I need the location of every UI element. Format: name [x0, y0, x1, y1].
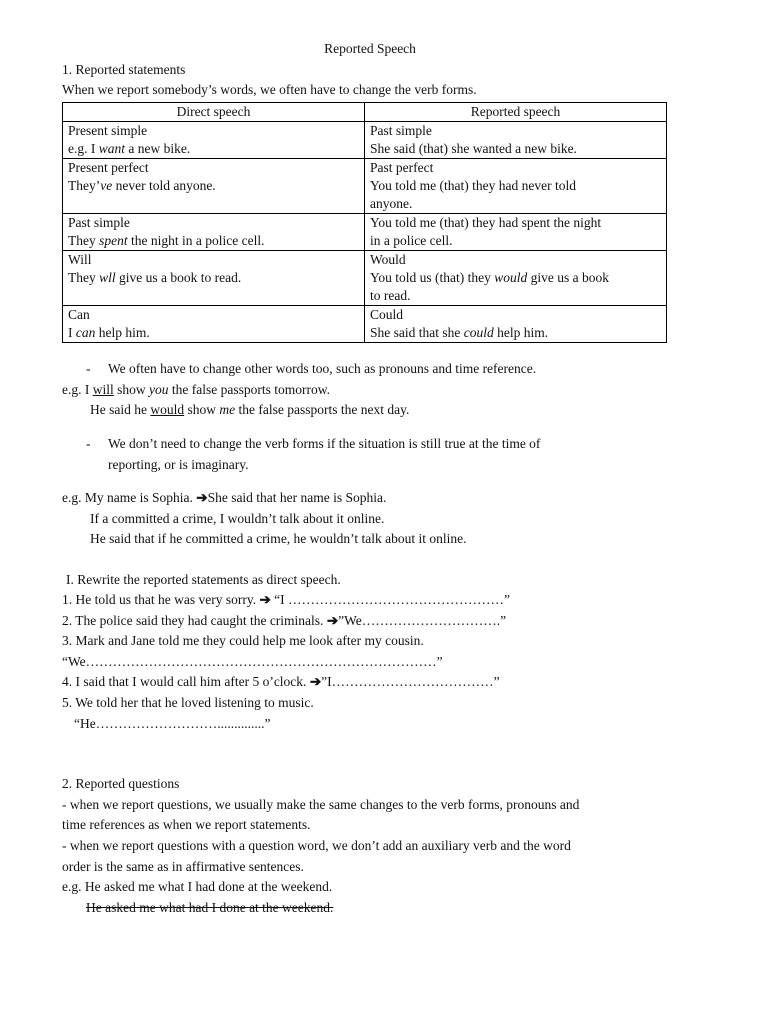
exercise-item-1	[62, 592, 510, 608]
bullet-dash: -	[86, 436, 91, 451]
emphasized-verb: could	[463, 325, 494, 340]
arrow-icon: ➔	[259, 592, 271, 607]
emphasized-verb: ve	[100, 178, 113, 193]
exercise-item-3-answer: “We……………………………………………………………………”	[62, 654, 443, 669]
example-text-cont: in a police cell.	[370, 233, 453, 248]
section2-example-incorrect: He asked me what had I done at the weekend.	[86, 900, 334, 915]
section2-line-2: time references as when we report statements.	[62, 817, 311, 832]
text: 1. He told us that he was very sorry.	[62, 592, 260, 607]
section2-line-3: - when we report questions with a question word, we don’t add an auxiliary verb and the word	[62, 838, 571, 853]
direct-cell	[63, 214, 365, 251]
example-text: They’ve never told anyone.	[68, 178, 216, 193]
example-text: e.g. I want a new bike.	[68, 141, 191, 156]
emphasized-verb: wll	[99, 270, 116, 285]
table-row	[63, 306, 667, 343]
text: show	[113, 382, 150, 397]
text: e.g. My name is Sophia.	[62, 490, 197, 505]
tense-label: Will	[68, 252, 92, 267]
example-text: She said that she could help him.	[370, 325, 549, 340]
table-row	[63, 159, 667, 214]
reported-cell	[365, 159, 667, 214]
tense-label: Past perfect	[370, 160, 434, 175]
reported-cell	[365, 251, 667, 306]
example-2-line-1	[62, 490, 386, 506]
underlined-word: would	[150, 402, 185, 417]
example-1-line-1	[62, 382, 330, 398]
bullet-point-2-line-2: reporting, or is imaginary.	[108, 457, 249, 472]
tense-label: Past simple	[370, 123, 432, 138]
example-text: They spent the night in a police cell.	[68, 233, 265, 248]
exercise-item-5: 5. We told her that he loved listening to music.	[62, 695, 314, 710]
table-header-row	[63, 103, 667, 122]
text: show	[184, 402, 220, 417]
section2-heading: 2. Reported questions	[62, 776, 180, 791]
tense-label: Past simple	[68, 215, 130, 230]
example-text-cont: anyone.	[370, 196, 413, 211]
exercise-heading: I. Rewrite the reported statements as direct speech.	[66, 572, 341, 587]
exercise-item-2	[62, 613, 506, 629]
example-text: They wll give us a book to read.	[68, 270, 242, 285]
answer-blank: ”I………………………………”	[321, 674, 500, 689]
bullet-point-2-line-1: We don’t need to change the verb forms if the situation is still true at the time of	[108, 436, 541, 451]
reported-cell	[365, 306, 667, 343]
example-text: I can help him.	[68, 325, 150, 340]
example-text: You told me (that) they had spent the night	[370, 215, 602, 230]
arrow-icon: ➔	[309, 674, 322, 689]
text: the false passports the next day.	[235, 402, 410, 417]
arrow-icon: ➔	[196, 490, 208, 505]
example-2-line-2: If a committed a crime, I wouldn’t talk about it online.	[90, 511, 385, 526]
tense-label: Could	[370, 307, 404, 322]
section2-example-correct: e.g. He asked me what I had done at the weekend.	[62, 879, 333, 894]
text: 4. I said that I would call him after 5 o’clock.	[62, 674, 310, 689]
direct-cell	[63, 122, 365, 159]
verb-forms-table	[62, 102, 667, 343]
text: She said that her name is Sophia.	[207, 490, 387, 505]
reported-cell	[365, 122, 667, 159]
exercise-item-4	[62, 674, 500, 690]
direct-cell	[63, 306, 365, 343]
table-row	[63, 214, 667, 251]
example-text: You told me (that) they had never told	[370, 178, 576, 193]
example-text: You told us (that) they would give us a book	[370, 270, 610, 285]
answer-blank: “I …………………………………………”	[270, 592, 511, 607]
exercise-item-3: 3. Mark and Jane told me they could help me look after my cousin.	[62, 633, 424, 648]
emphasized-verb: spent	[99, 233, 128, 248]
example-text-cont: to read.	[370, 288, 411, 303]
direct-cell	[63, 159, 365, 214]
text: He said he	[90, 402, 151, 417]
italic-word: you	[149, 382, 169, 397]
table-row	[63, 122, 667, 159]
section2-line-4: order is the same as in affirmative sentences.	[62, 859, 304, 874]
text: 2. The police said they had caught the criminals.	[62, 613, 327, 628]
page-title: Reported Speech	[324, 41, 416, 56]
example-1-line-2	[90, 402, 409, 418]
bullet-dash: -	[86, 361, 91, 376]
example-2-line-3: He said that if he committed a crime, he wouldn’t talk about it online.	[90, 531, 467, 546]
tense-label: Present simple	[68, 123, 148, 138]
underlined-word: will	[92, 382, 114, 397]
emphasized-verb: would	[494, 270, 528, 285]
italic-word: me	[219, 402, 236, 417]
exercise-item-5-answer: “He………………………..............”	[74, 716, 271, 731]
tense-label: Would	[370, 252, 406, 267]
header-direct-speech: Direct speech	[63, 103, 365, 122]
answer-blank: ”We………………………….”	[338, 613, 507, 628]
arrow-icon: ➔	[326, 613, 339, 628]
text: the false passports tomorrow.	[168, 382, 330, 397]
bullet-point-1: We often have to change other words too, such as pronouns and time reference.	[108, 361, 537, 376]
direct-cell	[63, 251, 365, 306]
text: e.g. I	[62, 382, 93, 397]
tense-label: Present perfect	[68, 160, 149, 175]
table-row	[63, 251, 667, 306]
emphasized-verb: can	[75, 325, 96, 340]
section1-intro: When we report somebody’s words, we often have to change the verb forms.	[62, 82, 477, 97]
example-text: She said (that) she wanted a new bike.	[370, 141, 577, 156]
section1-heading: 1. Reported statements	[62, 62, 186, 77]
tense-label: Can	[68, 307, 90, 322]
emphasized-verb: want	[98, 141, 126, 156]
reported-cell	[365, 214, 667, 251]
header-reported-speech: Reported speech	[365, 103, 667, 122]
section2-line-1: - when we report questions, we usually make the same changes to the verb forms, pronouns and	[62, 797, 580, 812]
